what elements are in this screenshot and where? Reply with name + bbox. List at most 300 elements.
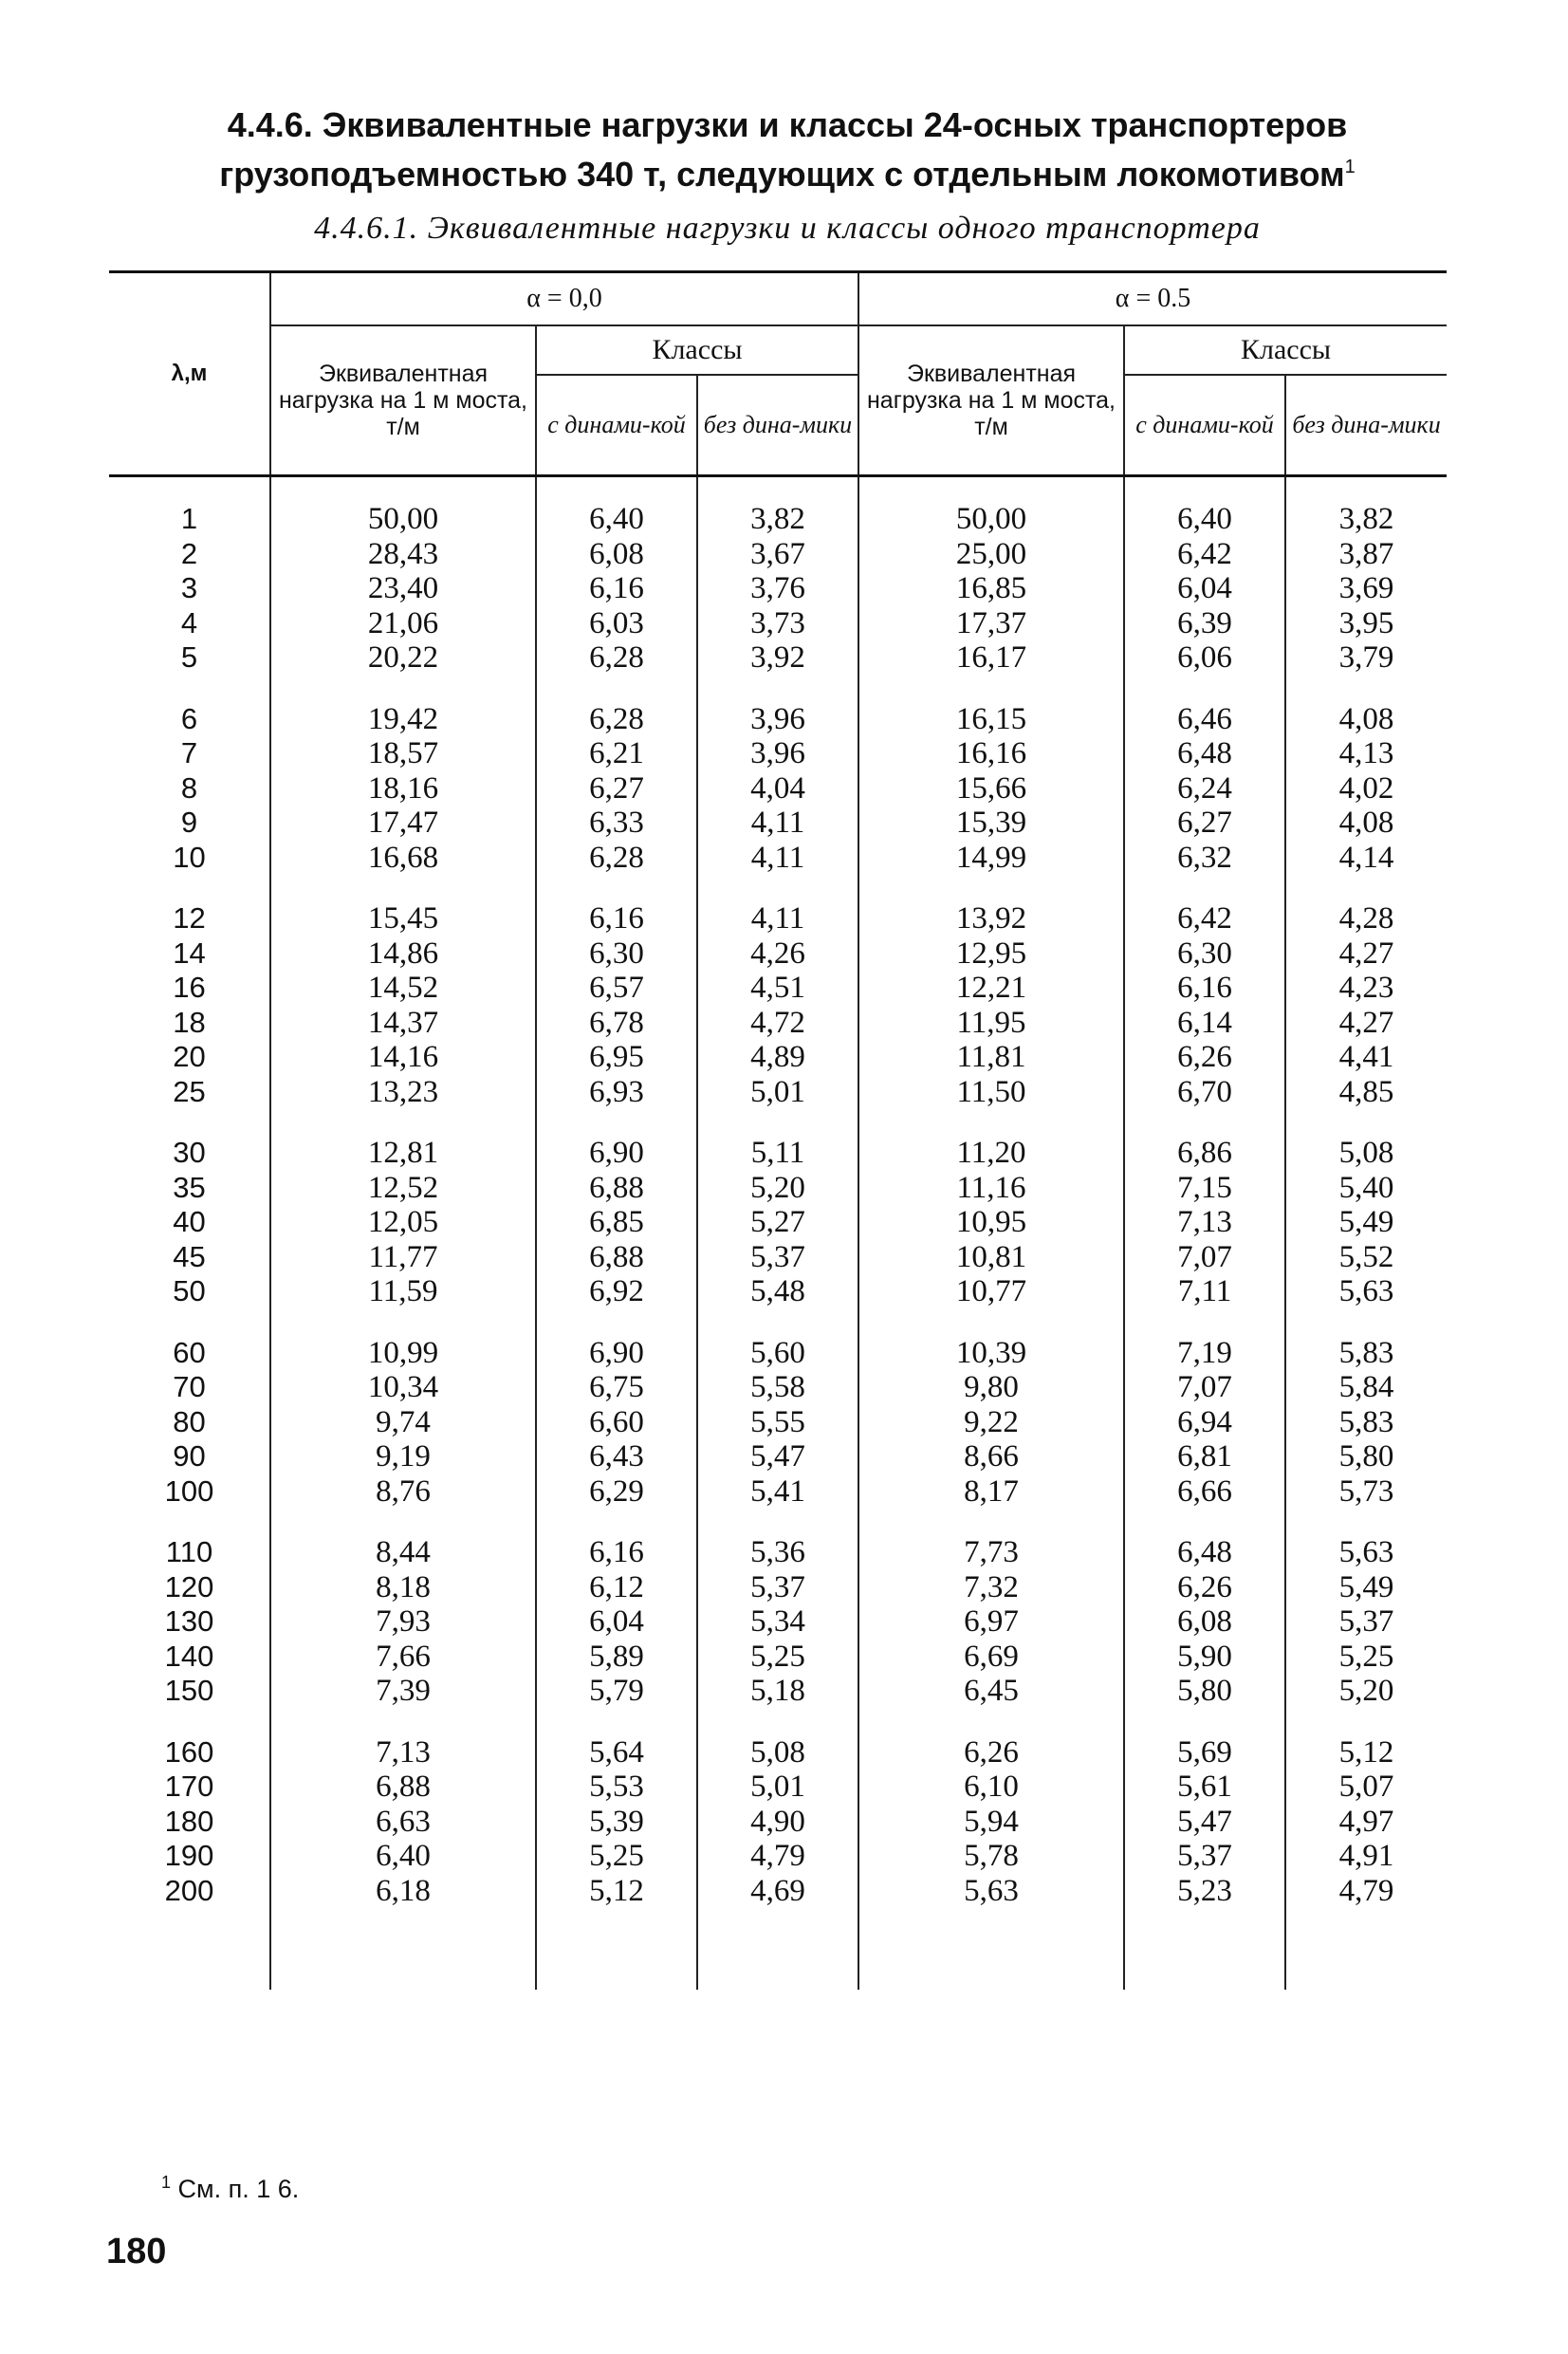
equiv-load-a05-cell: 16,16: [858, 736, 1124, 771]
lambda-cell: 70: [173, 1370, 206, 1403]
lambda-cell: 130: [164, 1604, 214, 1638]
with-dyn-a0-cell: 6,88: [536, 1240, 697, 1275]
equiv-load-a0-cell: 12,52: [270, 1171, 536, 1206]
table-row: [109, 1274, 1447, 1309]
equiv-load-a05-cell: 13,92: [858, 901, 1124, 936]
with-dyn-a05-cell: 6,24: [1124, 771, 1285, 806]
with-dyn-a05-cell: 6,26: [1124, 1570, 1285, 1605]
equiv-load-a05-cell: 10,81: [858, 1240, 1124, 1275]
without-dyn-a0-cell: 5,55: [697, 1405, 858, 1440]
with-dyn-a0-cell: 6,43: [536, 1439, 697, 1474]
equiv-load-a05-cell: 16,85: [858, 571, 1124, 606]
table-body: [109, 476, 1447, 1991]
with-dyn-a0-cell: 5,79: [536, 1674, 697, 1709]
equiv-load-a05-cell: 6,26: [858, 1735, 1124, 1770]
without-dyn-a0-cell: 3,67: [697, 537, 858, 572]
equiv-load-a05-cell: 11,16: [858, 1171, 1124, 1206]
lambda-cell: 200: [164, 1873, 214, 1907]
without-dyn-a05-cell: 5,40: [1285, 1171, 1447, 1206]
header-equiv-load-a0: Эквивалентная нагрузка на 1 м моста, т/м: [270, 325, 536, 476]
group-spacer: [109, 1709, 1447, 1735]
without-dyn-a05-cell: 5,83: [1285, 1336, 1447, 1371]
lambda-cell: 9: [180, 806, 198, 839]
with-dyn-a0-cell: 6,40: [536, 476, 697, 537]
equiv-load-a0-cell: 8,44: [270, 1535, 536, 1570]
with-dyn-a0-cell: 6,04: [536, 1604, 697, 1640]
equiv-load-a05-cell: 11,95: [858, 1006, 1124, 1041]
equiv-load-a0-cell: 18,57: [270, 736, 536, 771]
without-dyn-a05-cell: 4,14: [1285, 841, 1447, 876]
equiv-load-a0-cell: 18,16: [270, 771, 536, 806]
equiv-load-a0-cell: 6,88: [270, 1770, 536, 1805]
without-dyn-a0-cell: 4,11: [697, 841, 858, 876]
equiv-load-a05-cell: 25,00: [858, 537, 1124, 572]
footnote: [161, 2173, 299, 2204]
equiv-load-a05-cell: 15,39: [858, 806, 1124, 841]
equiv-load-a0-cell: 15,45: [270, 901, 536, 936]
lambda-cell: 45: [173, 1239, 206, 1273]
with-dyn-a05-cell: 6,39: [1124, 606, 1285, 641]
with-dyn-a0-cell: 6,16: [536, 571, 697, 606]
lambda-cell: 90: [173, 1439, 206, 1473]
with-dyn-a05-cell: 5,69: [1124, 1735, 1285, 1770]
table-row: [109, 936, 1447, 972]
lambda-cell: 25: [173, 1074, 206, 1108]
without-dyn-a0-cell: 3,96: [697, 736, 858, 771]
with-dyn-a0-cell: 6,08: [536, 537, 697, 572]
with-dyn-a05-cell: 6,08: [1124, 1604, 1285, 1640]
lambda-cell: 190: [164, 1839, 214, 1872]
header-lambda: λ,м: [109, 272, 270, 476]
header-with-dynamics-a05: с динами-кой: [1124, 375, 1285, 476]
with-dyn-a0-cell: 6,16: [536, 1535, 697, 1570]
table-row: [109, 1874, 1447, 1909]
with-dyn-a0-cell: 6,95: [536, 1040, 697, 1075]
equiv-load-a05-cell: 7,32: [858, 1570, 1124, 1605]
without-dyn-a0-cell: 5,08: [697, 1735, 858, 1770]
equiv-load-a0-cell: 50,00: [270, 476, 536, 537]
without-dyn-a05-cell: 3,69: [1285, 571, 1447, 606]
equiv-load-a0-cell: 6,63: [270, 1805, 536, 1840]
without-dyn-a05-cell: 5,52: [1285, 1240, 1447, 1275]
equiv-load-a0-cell: 28,43: [270, 537, 536, 572]
with-dyn-a0-cell: 6,90: [536, 1336, 697, 1371]
group-spacer: [109, 1309, 1447, 1336]
table-tail-spacer: [109, 1908, 1447, 1990]
equiv-load-a05-cell: 12,21: [858, 971, 1124, 1006]
without-dyn-a05-cell: 4,97: [1285, 1805, 1447, 1840]
without-dyn-a0-cell: 4,79: [697, 1839, 858, 1874]
with-dyn-a05-cell: 5,47: [1124, 1805, 1285, 1840]
equiv-load-a05-cell: 16,17: [858, 640, 1124, 676]
equiv-load-a05-cell: 14,99: [858, 841, 1124, 876]
with-dyn-a05-cell: 7,19: [1124, 1336, 1285, 1371]
with-dyn-a05-cell: 7,11: [1124, 1274, 1285, 1309]
with-dyn-a05-cell: 6,46: [1124, 702, 1285, 737]
table-row: [109, 537, 1447, 572]
table-row: [109, 1405, 1447, 1440]
without-dyn-a05-cell: 5,80: [1285, 1439, 1447, 1474]
subsection-heading: 4.4.6.1. Эквивалентные нагрузки и классы одного транспортера: [314, 211, 1261, 246]
without-dyn-a05-cell: 4,08: [1285, 806, 1447, 841]
loads-table: [109, 270, 1447, 1990]
without-dyn-a05-cell: 5,63: [1285, 1535, 1447, 1570]
table-row: [109, 1006, 1447, 1041]
with-dyn-a0-cell: 6,27: [536, 771, 697, 806]
lambda-cell: 30: [173, 1136, 206, 1169]
without-dyn-a05-cell: 4,27: [1285, 936, 1447, 972]
table-row: [109, 702, 1447, 737]
equiv-load-a0-cell: 14,86: [270, 936, 536, 972]
with-dyn-a0-cell: 6,29: [536, 1474, 697, 1510]
without-dyn-a0-cell: 4,51: [697, 971, 858, 1006]
with-dyn-a05-cell: 6,94: [1124, 1405, 1285, 1440]
with-dyn-a05-cell: 7,07: [1124, 1240, 1285, 1275]
table-row: [109, 1040, 1447, 1075]
equiv-load-a0-cell: 23,40: [270, 571, 536, 606]
lambda-cell: 170: [164, 1770, 214, 1803]
equiv-load-a0-cell: 16,68: [270, 841, 536, 876]
with-dyn-a05-cell: 5,61: [1124, 1770, 1285, 1805]
with-dyn-a05-cell: 6,40: [1124, 476, 1285, 537]
table-row: [109, 841, 1447, 876]
table-row: [109, 1336, 1447, 1371]
lambda-cell: 5: [180, 640, 198, 674]
table-row: [109, 1604, 1447, 1640]
with-dyn-a05-cell: 6,42: [1124, 901, 1285, 936]
lambda-cell: 180: [164, 1804, 214, 1838]
table-row: [109, 1735, 1447, 1770]
equiv-load-a0-cell: 12,05: [270, 1205, 536, 1240]
group-spacer: [109, 1509, 1447, 1535]
lambda-cell: 6: [180, 701, 198, 735]
without-dyn-a05-cell: 5,07: [1285, 1770, 1447, 1805]
with-dyn-a0-cell: 6,60: [536, 1405, 697, 1440]
equiv-load-a05-cell: 8,17: [858, 1474, 1124, 1510]
table-row: [109, 1075, 1447, 1110]
table-row: [109, 1205, 1447, 1240]
with-dyn-a0-cell: 5,64: [536, 1735, 697, 1770]
equiv-load-a05-cell: 7,73: [858, 1535, 1124, 1570]
with-dyn-a0-cell: 5,53: [536, 1770, 697, 1805]
loads-table-container: [109, 270, 1447, 1990]
without-dyn-a05-cell: 4,41: [1285, 1040, 1447, 1075]
without-dyn-a05-cell: 5,12: [1285, 1735, 1447, 1770]
header-without-dynamics-a0: без дина-мики: [697, 375, 858, 476]
without-dyn-a0-cell: 4,26: [697, 936, 858, 972]
lambda-cell: 120: [164, 1569, 214, 1603]
equiv-load-a0-cell: 7,93: [270, 1604, 536, 1640]
table-row: [109, 1171, 1447, 1206]
equiv-load-a0-cell: 20,22: [270, 640, 536, 676]
without-dyn-a0-cell: 3,76: [697, 571, 858, 606]
lambda-cell: 16: [173, 971, 206, 1004]
equiv-load-a0-cell: 14,52: [270, 971, 536, 1006]
equiv-load-a0-cell: 17,47: [270, 806, 536, 841]
without-dyn-a0-cell: 5,37: [697, 1240, 858, 1275]
lambda-cell: 20: [173, 1040, 206, 1073]
equiv-load-a0-cell: 7,39: [270, 1674, 536, 1709]
header-alpha-0: α = 0,0: [270, 272, 858, 326]
page-number: 180: [106, 2232, 167, 2271]
group-spacer: [109, 875, 1447, 901]
equiv-load-a0-cell: 8,76: [270, 1474, 536, 1510]
equiv-load-a0-cell: 6,18: [270, 1874, 536, 1909]
with-dyn-a0-cell: 6,28: [536, 841, 697, 876]
lambda-cell: 7: [180, 736, 198, 769]
with-dyn-a05-cell: 7,13: [1124, 1205, 1285, 1240]
equiv-load-a0-cell: 13,23: [270, 1075, 536, 1110]
equiv-load-a05-cell: 5,78: [858, 1839, 1124, 1874]
equiv-load-a05-cell: 11,50: [858, 1075, 1124, 1110]
with-dyn-a0-cell: 6,88: [536, 1171, 697, 1206]
table-row: [109, 1770, 1447, 1805]
without-dyn-a0-cell: 4,11: [697, 806, 858, 841]
equiv-load-a05-cell: 15,66: [858, 771, 1124, 806]
group-spacer: [109, 1109, 1447, 1136]
lambda-cell: 80: [173, 1404, 206, 1438]
lambda-cell: 100: [164, 1474, 214, 1508]
footnote-reference: 1: [1344, 157, 1356, 177]
without-dyn-a0-cell: 5,36: [697, 1535, 858, 1570]
equiv-load-a05-cell: 6,97: [858, 1604, 1124, 1640]
table-row: [109, 571, 1447, 606]
without-dyn-a0-cell: 3,92: [697, 640, 858, 676]
equiv-load-a05-cell: 9,80: [858, 1370, 1124, 1405]
with-dyn-a05-cell: 5,80: [1124, 1674, 1285, 1709]
with-dyn-a05-cell: 6,06: [1124, 640, 1285, 676]
with-dyn-a0-cell: 5,39: [536, 1805, 697, 1840]
equiv-load-a05-cell: 9,22: [858, 1405, 1124, 1440]
without-dyn-a05-cell: 4,02: [1285, 771, 1447, 806]
without-dyn-a0-cell: 5,34: [697, 1604, 858, 1640]
with-dyn-a05-cell: 6,26: [1124, 1040, 1285, 1075]
without-dyn-a0-cell: 4,72: [697, 1006, 858, 1041]
table-row: [109, 1570, 1447, 1605]
equiv-load-a0-cell: 11,59: [270, 1274, 536, 1309]
lambda-cell: 14: [173, 936, 206, 970]
heading-line-2-text: грузоподъемностью 340 т, следующих с отдельным локомотивом: [219, 155, 1345, 194]
without-dyn-a05-cell: 4,08: [1285, 702, 1447, 737]
equiv-load-a0-cell: 12,81: [270, 1136, 536, 1171]
lambda-cell: 18: [173, 1005, 206, 1039]
with-dyn-a0-cell: 6,33: [536, 806, 697, 841]
equiv-load-a0-cell: 14,37: [270, 1006, 536, 1041]
without-dyn-a0-cell: 5,60: [697, 1336, 858, 1371]
equiv-load-a05-cell: 11,20: [858, 1136, 1124, 1171]
table-row: [109, 1640, 1447, 1675]
without-dyn-a0-cell: 5,18: [697, 1674, 858, 1709]
equiv-load-a0-cell: 14,16: [270, 1040, 536, 1075]
with-dyn-a0-cell: 6,78: [536, 1006, 697, 1041]
table-row: [109, 1839, 1447, 1874]
heading-line-1: 4.4.6. Эквивалентные нагрузки и классы 24-осных транспортеров: [227, 105, 1348, 144]
with-dyn-a0-cell: 6,28: [536, 640, 697, 676]
table-row: [109, 771, 1447, 806]
without-dyn-a05-cell: 4,85: [1285, 1075, 1447, 1110]
lambda-cell: 2: [180, 536, 198, 570]
equiv-load-a05-cell: 6,69: [858, 1640, 1124, 1675]
equiv-load-a0-cell: 19,42: [270, 702, 536, 737]
equiv-load-a05-cell: 12,95: [858, 936, 1124, 972]
without-dyn-a05-cell: 4,91: [1285, 1839, 1447, 1874]
table-row: [109, 640, 1447, 676]
header-without-dynamics-a05: без дина-мики: [1285, 375, 1447, 476]
with-dyn-a0-cell: 6,85: [536, 1205, 697, 1240]
without-dyn-a05-cell: 4,13: [1285, 736, 1447, 771]
equiv-load-a05-cell: 11,81: [858, 1040, 1124, 1075]
table-row: [109, 476, 1447, 537]
with-dyn-a05-cell: 6,30: [1124, 936, 1285, 972]
table-row: [109, 736, 1447, 771]
header-equiv-load-a05: Эквивалентная нагрузка на 1 м моста, т/м: [858, 325, 1124, 476]
equiv-load-a0-cell: 10,99: [270, 1336, 536, 1371]
with-dyn-a0-cell: 5,25: [536, 1839, 697, 1874]
header-alpha-05: α = 0.5: [858, 272, 1447, 326]
without-dyn-a0-cell: 4,89: [697, 1040, 858, 1075]
lambda-cell: 1: [180, 502, 198, 535]
with-dyn-a05-cell: 6,48: [1124, 736, 1285, 771]
equiv-load-a05-cell: 6,45: [858, 1674, 1124, 1709]
without-dyn-a05-cell: 5,83: [1285, 1405, 1447, 1440]
without-dyn-a05-cell: 5,49: [1285, 1570, 1447, 1605]
without-dyn-a05-cell: 5,63: [1285, 1274, 1447, 1309]
equiv-load-a0-cell: 8,18: [270, 1570, 536, 1605]
equiv-load-a0-cell: 6,40: [270, 1839, 536, 1874]
with-dyn-a05-cell: 6,66: [1124, 1474, 1285, 1510]
without-dyn-a0-cell: 5,11: [697, 1136, 858, 1171]
lambda-cell: 3: [180, 571, 198, 604]
without-dyn-a0-cell: 5,01: [697, 1770, 858, 1805]
table-row: [109, 1535, 1447, 1570]
with-dyn-a0-cell: 6,57: [536, 971, 697, 1006]
equiv-load-a05-cell: 5,94: [858, 1805, 1124, 1840]
with-dyn-a0-cell: 6,30: [536, 936, 697, 972]
without-dyn-a05-cell: 5,49: [1285, 1205, 1447, 1240]
equiv-load-a05-cell: 10,39: [858, 1336, 1124, 1371]
without-dyn-a05-cell: 5,37: [1285, 1604, 1447, 1640]
equiv-load-a0-cell: 10,34: [270, 1370, 536, 1405]
footnote-text: См. п. 1 6.: [177, 2175, 300, 2203]
with-dyn-a0-cell: 6,75: [536, 1370, 697, 1405]
header-classes-a05: Классы: [1124, 325, 1447, 375]
with-dyn-a05-cell: 5,23: [1124, 1874, 1285, 1909]
with-dyn-a0-cell: 6,03: [536, 606, 697, 641]
without-dyn-a05-cell: 3,79: [1285, 640, 1447, 676]
table-row: [109, 806, 1447, 841]
lambda-cell: 150: [164, 1674, 214, 1707]
with-dyn-a0-cell: 6,93: [536, 1075, 697, 1110]
equiv-load-a0-cell: 21,06: [270, 606, 536, 641]
with-dyn-a05-cell: 5,90: [1124, 1640, 1285, 1675]
without-dyn-a0-cell: 4,04: [697, 771, 858, 806]
equiv-load-a05-cell: 17,37: [858, 606, 1124, 641]
with-dyn-a0-cell: 6,21: [536, 736, 697, 771]
lambda-cell: 10: [173, 840, 206, 874]
with-dyn-a0-cell: 6,28: [536, 702, 697, 737]
with-dyn-a0-cell: 6,12: [536, 1570, 697, 1605]
without-dyn-a05-cell: 5,20: [1285, 1674, 1447, 1709]
without-dyn-a05-cell: 3,87: [1285, 537, 1447, 572]
with-dyn-a05-cell: 6,14: [1124, 1006, 1285, 1041]
without-dyn-a05-cell: 4,79: [1285, 1874, 1447, 1909]
table-row: [109, 1370, 1447, 1405]
equiv-load-a05-cell: 6,10: [858, 1770, 1124, 1805]
without-dyn-a0-cell: 4,90: [697, 1805, 858, 1840]
group-spacer: [109, 676, 1447, 702]
equiv-load-a05-cell: 16,15: [858, 702, 1124, 737]
equiv-load-a05-cell: 8,66: [858, 1439, 1124, 1474]
header-classes-a0: Классы: [536, 325, 858, 375]
heading-line-2: [171, 146, 1404, 195]
lambda-cell: 160: [164, 1734, 214, 1769]
without-dyn-a05-cell: 4,23: [1285, 971, 1447, 1006]
with-dyn-a05-cell: 6,27: [1124, 806, 1285, 841]
table-row: [109, 1240, 1447, 1275]
without-dyn-a0-cell: 5,25: [697, 1640, 858, 1675]
without-dyn-a05-cell: 4,28: [1285, 901, 1447, 936]
with-dyn-a0-cell: 5,12: [536, 1874, 697, 1909]
equiv-load-a05-cell: 10,77: [858, 1274, 1124, 1309]
without-dyn-a0-cell: 5,47: [697, 1439, 858, 1474]
equiv-load-a0-cell: 9,19: [270, 1439, 536, 1474]
table-row: [109, 1474, 1447, 1510]
with-dyn-a0-cell: 5,89: [536, 1640, 697, 1675]
with-dyn-a05-cell: 6,04: [1124, 571, 1285, 606]
lambda-cell: 4: [180, 605, 198, 639]
table-row: [109, 1439, 1447, 1474]
without-dyn-a0-cell: 5,01: [697, 1075, 858, 1110]
without-dyn-a0-cell: 5,37: [697, 1570, 858, 1605]
with-dyn-a05-cell: 6,16: [1124, 971, 1285, 1006]
with-dyn-a05-cell: 6,32: [1124, 841, 1285, 876]
equiv-load-a05-cell: 5,63: [858, 1874, 1124, 1909]
with-dyn-a05-cell: 6,81: [1124, 1439, 1285, 1474]
without-dyn-a05-cell: 5,73: [1285, 1474, 1447, 1510]
with-dyn-a05-cell: 7,07: [1124, 1370, 1285, 1405]
footnote-mark: 1: [161, 2173, 172, 2192]
with-dyn-a05-cell: 6,42: [1124, 537, 1285, 572]
without-dyn-a05-cell: 4,27: [1285, 1006, 1447, 1041]
lambda-cell: 110: [165, 1535, 213, 1568]
equiv-load-a05-cell: 50,00: [858, 476, 1124, 537]
without-dyn-a0-cell: 5,58: [697, 1370, 858, 1405]
without-dyn-a05-cell: 5,25: [1285, 1640, 1447, 1675]
lambda-cell: 8: [180, 770, 198, 805]
table-header: [109, 272, 1447, 476]
without-dyn-a05-cell: 3,95: [1285, 606, 1447, 641]
equiv-load-a0-cell: 7,66: [270, 1640, 536, 1675]
equiv-load-a05-cell: 10,95: [858, 1205, 1124, 1240]
with-dyn-a05-cell: 7,15: [1124, 1171, 1285, 1206]
without-dyn-a0-cell: 5,20: [697, 1171, 858, 1206]
with-dyn-a0-cell: 6,92: [536, 1274, 697, 1309]
without-dyn-a0-cell: 3,73: [697, 606, 858, 641]
lambda-cell: 35: [173, 1170, 206, 1204]
table-row: [109, 1674, 1447, 1709]
without-dyn-a0-cell: 5,48: [697, 1274, 858, 1309]
table-row: [109, 1136, 1447, 1171]
without-dyn-a0-cell: 5,41: [697, 1474, 858, 1510]
equiv-load-a0-cell: 9,74: [270, 1405, 536, 1440]
without-dyn-a0-cell: 3,82: [697, 476, 858, 537]
equiv-load-a0-cell: 11,77: [270, 1240, 536, 1275]
without-dyn-a05-cell: 5,08: [1285, 1136, 1447, 1171]
with-dyn-a05-cell: 6,86: [1124, 1136, 1285, 1171]
with-dyn-a0-cell: 6,90: [536, 1136, 697, 1171]
without-dyn-a0-cell: 4,11: [697, 901, 858, 936]
with-dyn-a05-cell: 5,37: [1124, 1839, 1285, 1874]
